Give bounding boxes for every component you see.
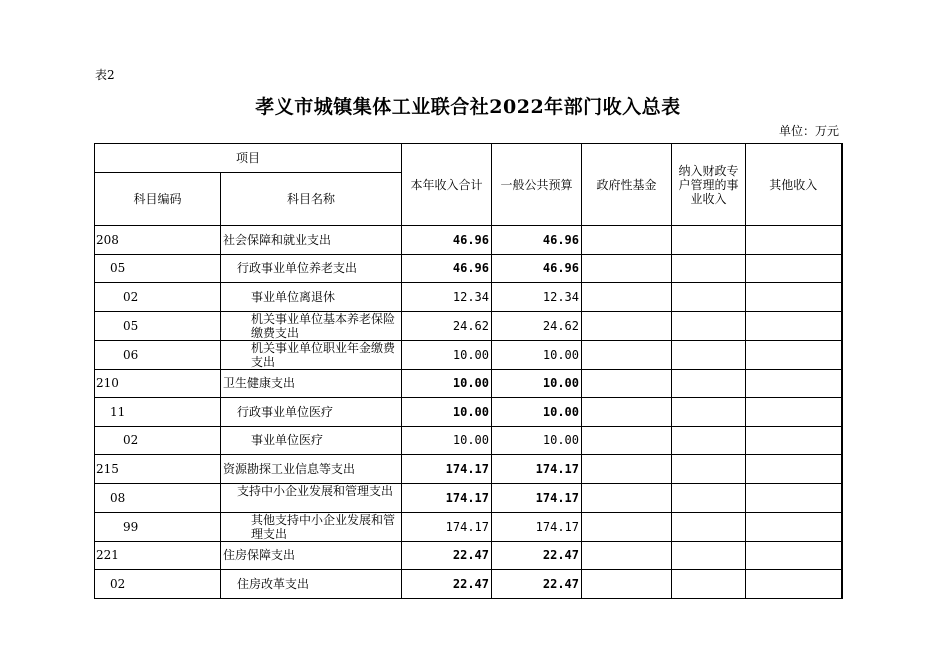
fiscal-mgmt-cell	[672, 340, 746, 369]
subject-code: 99	[95, 512, 221, 541]
total-income: 174.17	[402, 483, 492, 512]
gov-fund-cell	[582, 226, 672, 255]
fiscal-mgmt-cell	[672, 570, 746, 599]
subject-name: 机关事业单位基本养老保险缴费支出	[221, 311, 402, 340]
fiscal-mgmt-cell	[672, 369, 746, 398]
gov-fund-cell	[582, 311, 672, 340]
total-income: 10.00	[402, 426, 492, 455]
other-income-cell	[746, 541, 842, 570]
total-income: 22.47	[402, 570, 492, 599]
header-name: 科目名称	[221, 173, 402, 226]
gov-fund-cell	[582, 426, 672, 455]
other-income-cell	[746, 483, 842, 512]
subject-name: 事业单位医疗	[221, 426, 402, 455]
other-income-cell	[746, 311, 842, 340]
table-row	[95, 570, 842, 599]
header-total: 本年收入合计	[402, 144, 492, 226]
fiscal-mgmt-cell	[672, 512, 746, 541]
fiscal-mgmt-cell	[672, 483, 746, 512]
gov-fund-cell	[582, 254, 672, 283]
subject-code: 08	[95, 483, 221, 512]
general-budget: 174.17	[492, 483, 582, 512]
total-income: 22.47	[402, 541, 492, 570]
table-row	[95, 541, 842, 570]
subject-name: 机关事业单位职业年金缴费支出	[221, 340, 402, 369]
other-income-cell	[746, 398, 842, 427]
total-income: 174.17	[402, 512, 492, 541]
table-row	[95, 483, 842, 512]
header-code: 科目编码	[95, 173, 221, 226]
subject-name: 社会保障和就业支出	[221, 226, 402, 255]
subject-code: 05	[95, 254, 221, 283]
gov-fund-cell	[582, 398, 672, 427]
table-number: 表2	[95, 68, 115, 82]
other-income-cell	[746, 283, 842, 312]
subject-code: 11	[95, 398, 221, 427]
subject-name: 住房改革支出	[221, 570, 402, 599]
general-budget: 22.47	[492, 541, 582, 570]
gov-fund-cell	[582, 512, 672, 541]
table-row	[95, 254, 842, 283]
general-budget: 46.96	[492, 254, 582, 283]
fiscal-mgmt-cell	[672, 541, 746, 570]
general-budget: 24.62	[492, 311, 582, 340]
total-income: 174.17	[402, 455, 492, 484]
total-income: 46.96	[402, 254, 492, 283]
total-income: 10.00	[402, 340, 492, 369]
subject-name: 行政事业单位养老支出	[221, 254, 402, 283]
other-income-cell	[746, 254, 842, 283]
table-row	[95, 226, 842, 255]
table-row	[95, 455, 842, 484]
subject-code: 208	[95, 226, 221, 255]
other-income-cell	[746, 455, 842, 484]
subject-code: 02	[95, 570, 221, 599]
total-income: 24.62	[402, 311, 492, 340]
subject-code: 02	[95, 283, 221, 312]
table-row	[95, 398, 842, 427]
general-budget: 10.00	[492, 426, 582, 455]
general-budget: 10.00	[492, 398, 582, 427]
table-row	[95, 426, 842, 455]
other-income-cell	[746, 226, 842, 255]
subject-code: 06	[95, 340, 221, 369]
subject-name: 行政事业单位医疗	[221, 398, 402, 427]
gov-fund-cell	[582, 541, 672, 570]
total-income: 12.34	[402, 283, 492, 312]
page-title: 孝义市城镇集体工业联合社2022年部门收入总表	[255, 96, 681, 118]
income-table	[94, 143, 843, 599]
table-row	[95, 369, 842, 398]
subject-name: 支持中小企业发展和管理支出	[221, 483, 402, 512]
gov-fund-cell	[582, 570, 672, 599]
total-income: 10.00	[402, 369, 492, 398]
header-item: 项目	[95, 144, 402, 173]
subject-code: 221	[95, 541, 221, 570]
other-income-cell	[746, 340, 842, 369]
fiscal-mgmt-cell	[672, 398, 746, 427]
table-row	[95, 340, 842, 369]
fiscal-mgmt-cell	[672, 226, 746, 255]
other-income-cell	[746, 570, 842, 599]
header-general-budget: 一般公共预算	[492, 144, 582, 226]
general-budget: 174.17	[492, 455, 582, 484]
unit-label: 单位：万元	[778, 124, 839, 138]
header-fiscal-mgmt: 纳入财政专户管理的事业收入	[672, 144, 746, 226]
table-row	[95, 311, 842, 340]
gov-fund-cell	[582, 340, 672, 369]
header-gov-fund: 政府性基金	[582, 144, 672, 226]
subject-name: 资源勘探工业信息等支出	[221, 455, 402, 484]
general-budget: 174.17	[492, 512, 582, 541]
general-budget: 10.00	[492, 340, 582, 369]
general-budget: 10.00	[492, 369, 582, 398]
gov-fund-cell	[582, 369, 672, 398]
general-budget: 12.34	[492, 283, 582, 312]
gov-fund-cell	[582, 455, 672, 484]
fiscal-mgmt-cell	[672, 426, 746, 455]
gov-fund-cell	[582, 483, 672, 512]
table-row	[95, 512, 842, 541]
subject-name: 事业单位离退休	[221, 283, 402, 312]
other-income-cell	[746, 369, 842, 398]
table-row	[95, 283, 842, 312]
subject-code: 210	[95, 369, 221, 398]
subject-name: 其他支持中小企业发展和管理支出	[221, 512, 402, 541]
subject-name: 住房保障支出	[221, 541, 402, 570]
subject-code: 05	[95, 311, 221, 340]
general-budget: 46.96	[492, 226, 582, 255]
other-income-cell	[746, 426, 842, 455]
gov-fund-cell	[582, 283, 672, 312]
fiscal-mgmt-cell	[672, 455, 746, 484]
fiscal-mgmt-cell	[672, 254, 746, 283]
fiscal-mgmt-cell	[672, 283, 746, 312]
other-income-cell	[746, 512, 842, 541]
general-budget: 22.47	[492, 570, 582, 599]
header-other: 其他收入	[746, 144, 842, 226]
subject-code: 02	[95, 426, 221, 455]
fiscal-mgmt-cell	[672, 311, 746, 340]
subject-name: 卫生健康支出	[221, 369, 402, 398]
total-income: 46.96	[402, 226, 492, 255]
total-income: 10.00	[402, 398, 492, 427]
subject-code: 215	[95, 455, 221, 484]
